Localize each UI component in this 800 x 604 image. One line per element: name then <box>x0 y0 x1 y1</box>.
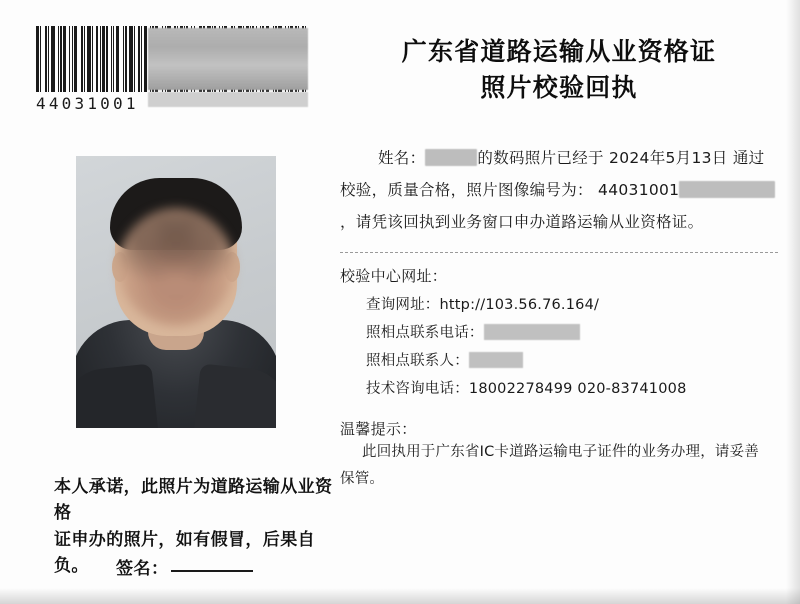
paragraph-after-date: 通过校验，质量合格，照片图像编号为： <box>340 149 765 199</box>
row-query-url-key: 查询网址： <box>366 297 440 314</box>
signature-row <box>116 554 253 579</box>
row-studio-contact-key: 照相点联系人： <box>366 352 469 369</box>
page-bottom-shadow <box>0 588 800 604</box>
pledge-line-2: 证申办的照片，如有假冒，后果自负。 <box>54 529 315 577</box>
verify-center-rows <box>340 292 778 403</box>
row-studio-phone <box>366 320 778 348</box>
paragraph-date: 2024年5月13日 <box>609 149 728 167</box>
photo-face-blur-overlay <box>118 208 234 326</box>
paragraph-after-code: ，请凭该回执到业务窗口申办道路运输从业资格证。 <box>340 212 704 231</box>
photo-shoulder-left <box>76 363 158 428</box>
page-title <box>340 34 778 105</box>
left-column <box>30 26 333 579</box>
page-title-line-1: 广东省道路运输从业资格证 <box>401 37 717 66</box>
signature-label: 签名： <box>116 559 169 579</box>
barcode-redaction-overlay <box>148 28 308 90</box>
page-right-shadow <box>786 0 800 604</box>
row-tech-phone-key: 技术咨询电话： <box>366 380 469 397</box>
paragraph-name-label: 姓名： <box>378 149 426 167</box>
barcode-block <box>36 26 308 118</box>
studio-contact-redaction <box>469 352 523 368</box>
row-studio-phone-key: 照相点联系电话： <box>366 325 484 342</box>
paragraph-after-name: 的数码照片已经于 <box>477 149 604 167</box>
row-studio-contact <box>366 348 778 376</box>
row-query-url <box>366 292 778 320</box>
applicant-photo <box>76 156 276 428</box>
studio-phone-redaction <box>484 324 580 340</box>
barcode-number-text: 44031001 <box>36 94 139 113</box>
image-code-redaction <box>679 181 775 198</box>
tips-line-2: 保管。 <box>340 471 385 488</box>
tips-title: 温馨提示： <box>340 419 417 438</box>
pledge-line-1: 本人承诺，此照片为道路运输从业资格 <box>54 477 333 524</box>
verify-center-label: 校验中心网址： <box>340 267 448 286</box>
applicant-name-redaction <box>425 149 477 166</box>
barcode-number-redaction-overlay <box>148 92 308 107</box>
receipt-paragraph <box>340 143 778 238</box>
section-divider <box>340 252 778 253</box>
row-query-url-value[interactable]: http://103.56.76.164/ <box>439 297 600 314</box>
tips-body <box>340 439 778 494</box>
tips-line-1: 此回执用于广东省IC卡道路运输电子证件的业务办理，请妥善 <box>362 443 759 460</box>
row-tech-phone <box>366 376 778 404</box>
page-title-line-2: 照片校验回执 <box>480 72 638 102</box>
photo-shoulder-right <box>194 363 276 428</box>
row-tech-phone-value: 18002278499 020-83741008 <box>468 380 687 397</box>
right-column <box>340 34 778 494</box>
paragraph-image-code: 44031001 <box>598 180 680 199</box>
signature-line[interactable] <box>171 570 253 572</box>
